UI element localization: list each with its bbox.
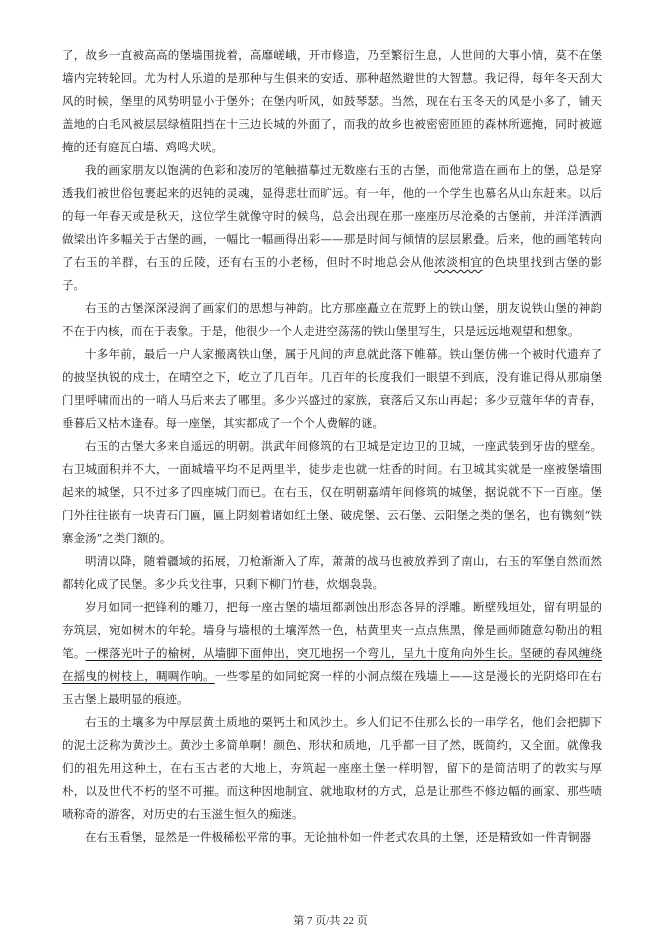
paragraph [62,343,602,435]
paragraph [62,596,602,711]
underlined-sentence: 一棵落光叶子的榆树，从墙脚下面伸出，突兀地拐一个弯儿，呈九十度角向外生长。坚硬的春风缠绕在摇曳的树枝上，啁啁作响。 [62,646,603,683]
paragraph-text: 十多年前，最后一户人家搬离铁山堡，属于凡间的声息就此落下帷幕。铁山堡仿佛一个被时代遗弃了的披坚执锐的戍士，在晴空之下，屹立了几百年。几百年的长度我们一眼望不到底，没有谁记得从那扇堡门里呼啸而出的一哨人马后来去了哪里。多少兴盛过的家族，衰落后又东山再起；多少豆蔻年华的青春，垂暮后又枯木逢春。每一座堡，其实都成了一个个人费解的谜。 [62,347,602,430]
paragraph [62,297,602,343]
paragraph-text: 我的画家朋友以饱满的色彩和凌厉的笔触描摹过无数座右玉的古堡，而他常造在画布上的堡，总是穿透我们被世俗包裹起来的迟钝的灵魂，显得悲壮而旷远。有一年，他的一个学生也慕名从山东赶来。以后的每一年春天或是秋天，这位学生就像守时的候鸟，总会出现在那一座座历尽沧桑的古堡前，并洋洋洒洒做梁出许多幅关于古堡的画，一幅比一幅画得出彩——那是时间与倾情的层层累叠。后来，他的画笔转向了右玉的羊群，右玉的丘陵，还有右玉的小老杨，但时不时地总会从他 [62,163,602,269]
paragraph [62,826,602,849]
paragraph-text: 的色块里找到古堡的影子。 [62,255,603,292]
paragraph [62,435,602,550]
paragraph-text: 了，故乡一直被高高的堡墙围拢着，高靡嵯峨，开市修造，乃至繁衍生息，人世间的大事小情，莫不在堡墙内完转轮回。尤为村人乐道的是那种与生俱来的安适、那种超然避世的大智慧。我记得，每年冬天刮大风的时候，堡里的风势明显小于堡外；在堡内听风，如鼓琴瑟。当然，现在右玉冬天的风是小多了，铺天盖地的白毛风被层层绿植阻挡在十三边长城的外面了，而我的故乡也被密密匝匝的森林所遮掩，同时被遮掩的还有庭瓦白墙、鸡鸣犬吠。 [62,48,602,154]
article-body [62,44,602,849]
paragraph [62,550,602,596]
paragraph-text: 右玉的土壤多为中厚层黄土质地的栗钙土和风沙土。乡人们记不住那么长的一串学名，他们会把脚下的泥土泛称为黄沙土。黄沙土多简单啊！颜色、形状和质地，几乎都一目了然，既简约，又全面。就像我们的祖先用这种土，在右玉古老的大地上，夯筑起一座座土堡一样明智，留下的是简洁明了的敦实与厚朴，以及世代不朽的坚不可摧。而这种因地制宜、就地取材的方式，总是让那些不修边幅的画家、那些啧啧称奇的游客，对历史的右玉滋生恒久的痴迷。 [62,715,602,821]
paragraph-text: 在右玉看堡，显然是一件极稀松平常的事。无论抽朴如一件老式农具的土堡，还是精致如一件青铜器 [85,830,591,844]
paragraph-text: 一些零星的如同蛇窝一样的小洞点缀在残墙上——这是漫长的光阴烙印在右玉古堡上最明显的痕迹。 [62,669,602,706]
page-footer [0,912,661,928]
paragraph-text: 明清以降，随着疆域的拓展，刀枪渐渐入了库，萧萧的战马也被放养到了南山，右玉的军堡自然而然都转化成了民堡。多少兵戈往事，只剩下柳门竹巷，炊烟袅袅。 [62,554,602,591]
wavy-underlined-phrase: 浓淡相宜 [434,255,483,269]
paragraph [62,159,602,297]
paragraph-text: 岁月如同一把锋利的雕刀，把每一座古堡的墙垣都剥蚀出形态各异的浮雕。断壁残垣处，留有明显的夯筑层，宛如树木的年轮。墙身与墙根的土壤浑然一色，枯黄里夹一点点焦黑，像是画师随意勾勒出的粗笔。 [62,600,602,660]
paragraph-text: 右玉的古堡深深浸润了画家们的思想与神韵。比方那座矗立在荒野上的铁山堡，朋友说铁山堡的神韵不在于内核，而在于表象。于是，他很少一个人走进空荡荡的铁山堡里写生，只是远远地观望和想象。 [62,301,602,338]
paragraph-text: 右玉的古堡大多来自遥远的明朝。洪武年间修筑的右卫城是定边卫的卫城，一座武装到牙齿的壁垒。右卫城面积并不大，一面城墙平均不足两里半，徒步走也就一炷香的时间。右卫城其实就是一座被堡墙围起来的城堡，只不过多了四座城门而已。在右玉，仅在明朝嘉靖年间修筑的城堡，据说就不下一百座。堡门外往往嵌有一块青石门匾，匾上阴刻着诸如红土堡、破虎堡、云石堡、云阳堡之类的堡名，也有镌刻“铁寨金汤”之类门额的。 [62,439,602,545]
page-number: 第 7 页/共 22 页 [293,915,368,927]
paragraph [62,44,602,159]
paragraph [62,711,602,826]
